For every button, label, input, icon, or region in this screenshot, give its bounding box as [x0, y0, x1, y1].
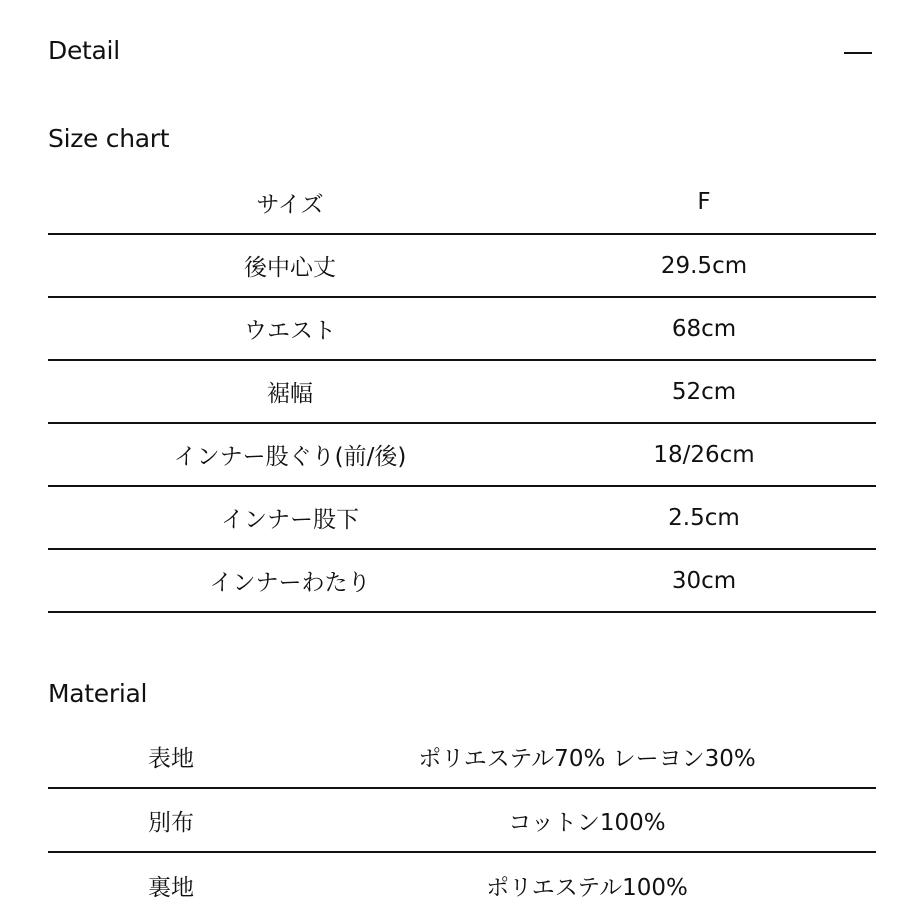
table-row	[48, 789, 876, 853]
size-row-value: 2.5cm	[668, 504, 740, 531]
material-table	[48, 725, 876, 917]
size-chart-table	[48, 171, 876, 613]
detail-title: Detail	[48, 36, 120, 65]
material-row-label: 裏地	[148, 874, 194, 901]
table-row	[48, 487, 876, 550]
size-row-value: 52cm	[671, 378, 737, 405]
size-header-value: F	[697, 189, 711, 215]
table-row	[48, 550, 876, 613]
material-title: Material	[48, 679, 148, 708]
size-row-label: インナー股ぐり(前/後)	[173, 444, 407, 470]
table-row	[48, 725, 876, 789]
material-row-value: ポリエステル70% レーヨン30%	[418, 745, 756, 772]
size-row-value: 68cm	[671, 315, 737, 342]
size-row-label: ウエスト	[244, 318, 336, 344]
size-row-label: 裾幅	[267, 381, 313, 407]
table-row	[48, 235, 876, 298]
size-row-label: インナー股下	[221, 507, 359, 533]
size-row-label: インナーわたり	[209, 570, 371, 596]
material-row-label: 表地	[148, 745, 194, 772]
table-row	[48, 361, 876, 424]
detail-header[interactable]	[48, 36, 874, 70]
size-row-value: 18/26cm	[653, 441, 755, 468]
size-chart-title: Size chart	[48, 124, 170, 153]
material-row-value: コットン100%	[508, 809, 666, 836]
material-row-label: 別布	[148, 809, 194, 836]
table-row	[48, 424, 876, 487]
size-row-value: 29.5cm	[660, 252, 748, 279]
material-row-value: ポリエステル100%	[486, 874, 688, 901]
size-chart-header-row	[48, 171, 876, 235]
table-row	[48, 298, 876, 361]
size-row-value: 30cm	[671, 567, 737, 594]
table-row	[48, 853, 876, 917]
collapse-minus-icon[interactable]	[844, 52, 872, 54]
size-row-label: 後中心丈	[244, 255, 336, 281]
size-header-label: サイズ	[256, 191, 324, 218]
